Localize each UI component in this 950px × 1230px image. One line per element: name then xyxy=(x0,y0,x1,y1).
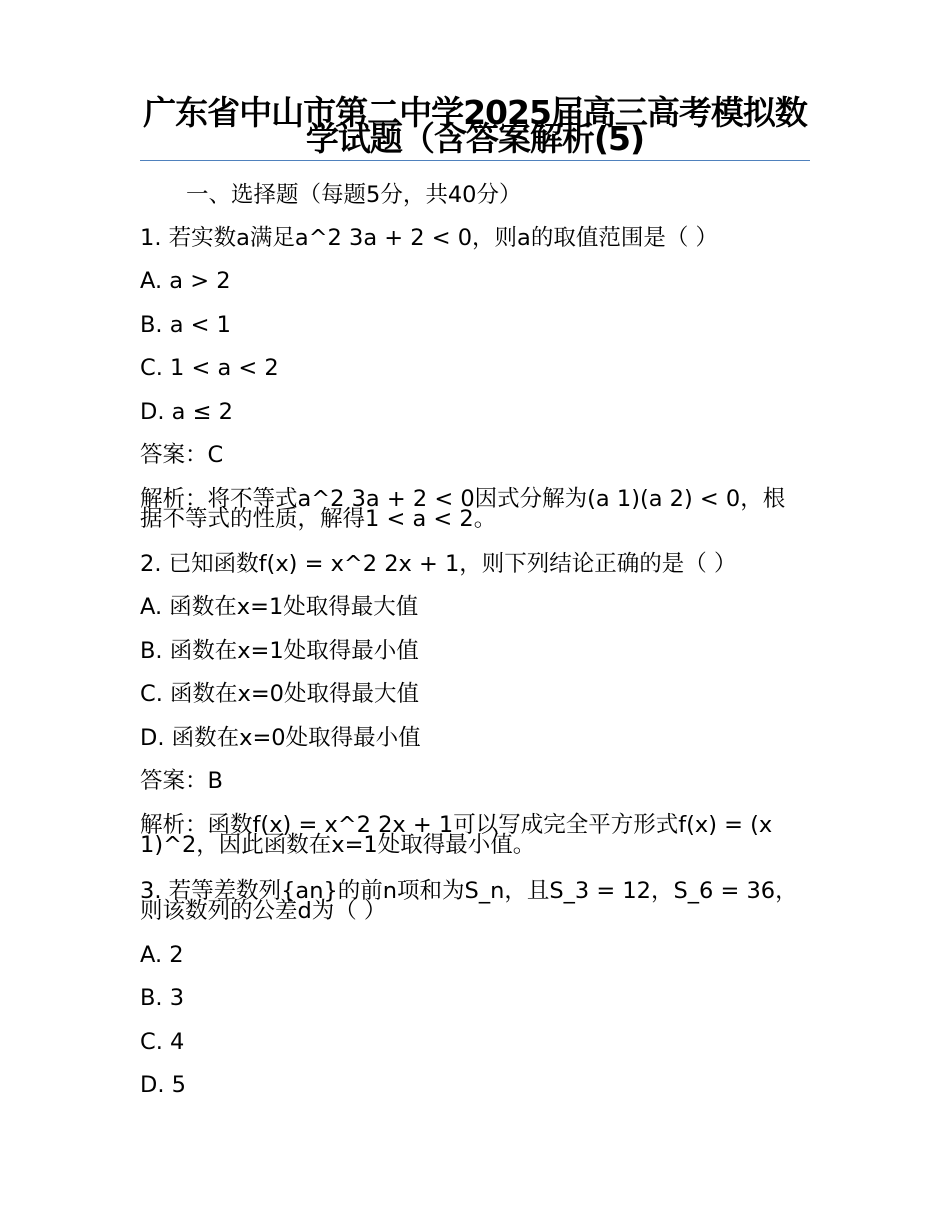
question-2-answer: 答案：B xyxy=(140,768,223,794)
question-1-option-c: C. 1 < a < 2 xyxy=(140,355,279,381)
question-2-option-d: D. 函数在x=0处取得最小值 xyxy=(140,725,421,751)
question-1-option-d: D. a ≤ 2 xyxy=(140,399,233,425)
title-underline xyxy=(140,160,810,161)
question-2-option-a: A. 函数在x=1处取得最大值 xyxy=(140,594,419,620)
question-1-option-a: A. a > 2 xyxy=(140,268,231,294)
question-2-option-c: C. 函数在x=0处取得最大值 xyxy=(140,681,419,707)
question-2-analysis: 解析：函数f(x) = x^2 2x + 1可以写成完全平方形式f(x) = (x 1)^2，因此函数在x=1处取得最小值。 xyxy=(140,812,773,858)
question-3-option-b: B. 3 xyxy=(140,985,185,1011)
question-3-option-d: D. 5 xyxy=(140,1072,186,1098)
question-1-analysis: 解析：将不等式a^2 3a + 2 < 0因式分解为(a 1)(a 2) < 0，根据不等式的性质，解得1 < a < 2。 xyxy=(140,486,786,532)
question-3-option-c: C. 4 xyxy=(140,1029,185,1055)
question-2-stem: 2. 已知函数f(x) = x^2 2x + 1，则下列结论正确的是（ ） xyxy=(140,551,737,577)
question-1-option-b: B. a < 1 xyxy=(140,312,231,338)
question-1-stem: 1. 若实数a满足a^2 3a + 2 < 0，则a的取值范围是（ ） xyxy=(140,225,719,251)
question-3-stem: 3. 若等差数列{an}的前n项和为S_n，且S_3 = 12，S_6 = 36，则该数列的公差d为（ ） xyxy=(140,878,798,924)
section-heading: 一、选择题（每题5分，共40分） xyxy=(186,182,522,208)
question-1-answer: 答案：C xyxy=(140,442,224,468)
document-title: 广东省中山市第二中学2025届高三高考模拟数学试题（含答案解析(5) xyxy=(143,93,807,158)
question-2-option-b: B. 函数在x=1处取得最小值 xyxy=(140,638,419,664)
question-3-option-a: A. 2 xyxy=(140,942,184,968)
